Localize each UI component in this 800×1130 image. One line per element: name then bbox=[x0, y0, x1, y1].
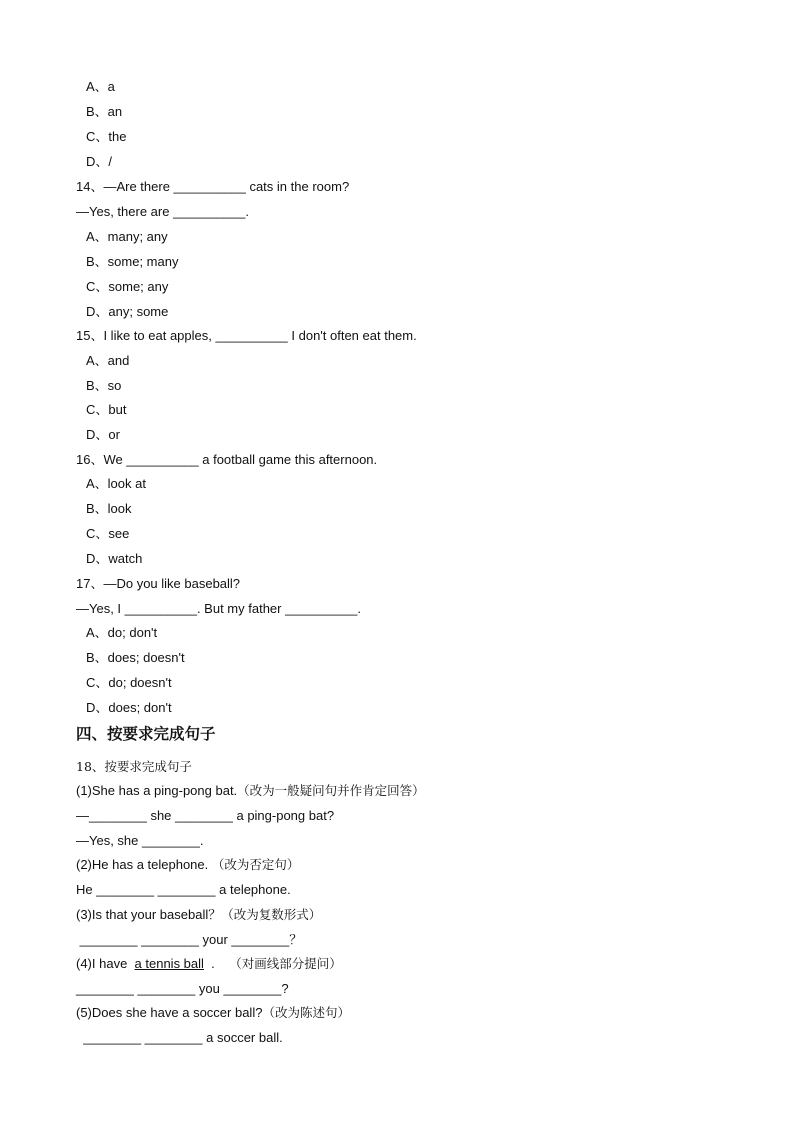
q13-option-c: C、the bbox=[86, 129, 127, 144]
q18-2-instruction: （改为否定句） bbox=[211, 857, 300, 872]
q16-option-c: C、see bbox=[86, 526, 130, 541]
q18-4-underlined-phrase: a tennis ball bbox=[134, 956, 204, 971]
q15-stem: 15、I like to eat apples, __________ I don't often eat them. bbox=[76, 328, 417, 343]
q18-4-instruction: （对画线部分提问） bbox=[229, 956, 342, 971]
q18-4-sentence-start: (4)I have bbox=[76, 956, 135, 971]
q16-stem: 16、We __________ a football game this afternoon. bbox=[76, 452, 378, 467]
q18-2-sentence: (2)He has a telephone. bbox=[76, 857, 212, 872]
q17-option-c: C、do; doesn't bbox=[86, 675, 172, 690]
q14-option-c: C、some; any bbox=[86, 279, 169, 294]
q15-option-c: C、but bbox=[86, 402, 127, 417]
q13-option-a: A、a bbox=[86, 79, 115, 94]
q18-3-line-1: ________ ________ your ________？ bbox=[76, 932, 303, 947]
q18-1-sentence: (1)She has a ping-pong bat. bbox=[76, 783, 238, 798]
q18-title: 18、按要求完成句子 bbox=[76, 759, 192, 774]
section-4-title: 四、按要求完成句子 bbox=[76, 725, 216, 743]
q18-4-sentence-end: . bbox=[203, 956, 230, 971]
q14-option-d: D、any; some bbox=[86, 304, 169, 319]
q18-3-sentence: (3)Is that your baseball？ bbox=[76, 907, 222, 922]
q17-stem: 17、—Do you like baseball? bbox=[76, 576, 241, 591]
q15-option-a: A、and bbox=[86, 353, 130, 368]
q18-1-line-1: —________ she ________ a ping-pong bat? bbox=[76, 808, 335, 823]
q17-option-b: B、does; doesn't bbox=[86, 650, 185, 665]
q14-stem: 14、—Are there __________ cats in the room? bbox=[76, 179, 350, 194]
q18-2-prompt bbox=[76, 856, 740, 874]
q18-5-sentence: (5)Does she have a soccer ball? bbox=[76, 1005, 263, 1020]
q16-option-b: B、look bbox=[86, 501, 132, 516]
q13-option-b: B、an bbox=[86, 104, 123, 119]
q17-option-a: A、do; don't bbox=[86, 625, 158, 640]
q18-3-prompt bbox=[76, 906, 740, 924]
q16-option-a: A、look at bbox=[86, 476, 146, 491]
q17-option-d: D、does; don't bbox=[86, 700, 172, 715]
q18-1-line-2: —Yes, she ________. bbox=[76, 833, 204, 848]
q18-4-prompt bbox=[76, 955, 740, 973]
q18-2-line-1: He ________ ________ a telephone. bbox=[76, 882, 291, 897]
q18-3-instruction: （改为复数形式） bbox=[221, 907, 322, 922]
q18-5-prompt bbox=[76, 1004, 740, 1022]
q18-1-prompt bbox=[76, 782, 740, 800]
q17-stem-reply: —Yes, I __________. But my father __________. bbox=[76, 601, 362, 616]
q14-stem-reply: —Yes, there are __________. bbox=[76, 204, 249, 219]
q18-4-line-1: ________ ________ you ________? bbox=[76, 981, 289, 996]
q16-option-d: D、watch bbox=[86, 551, 143, 566]
q14-option-a: A、many; any bbox=[86, 229, 168, 244]
q15-option-b: B、so bbox=[86, 378, 122, 393]
q18-1-instruction: （改为一般疑问句并作肯定回答） bbox=[237, 783, 425, 798]
q18-5-instruction: （改为陈述句） bbox=[262, 1005, 350, 1020]
q15-option-d: D、or bbox=[86, 427, 120, 442]
q14-option-b: B、some; many bbox=[86, 254, 179, 269]
q13-option-d: D、/ bbox=[86, 154, 113, 169]
q18-5-line-1: ________ ________ a soccer ball. bbox=[76, 1030, 283, 1045]
